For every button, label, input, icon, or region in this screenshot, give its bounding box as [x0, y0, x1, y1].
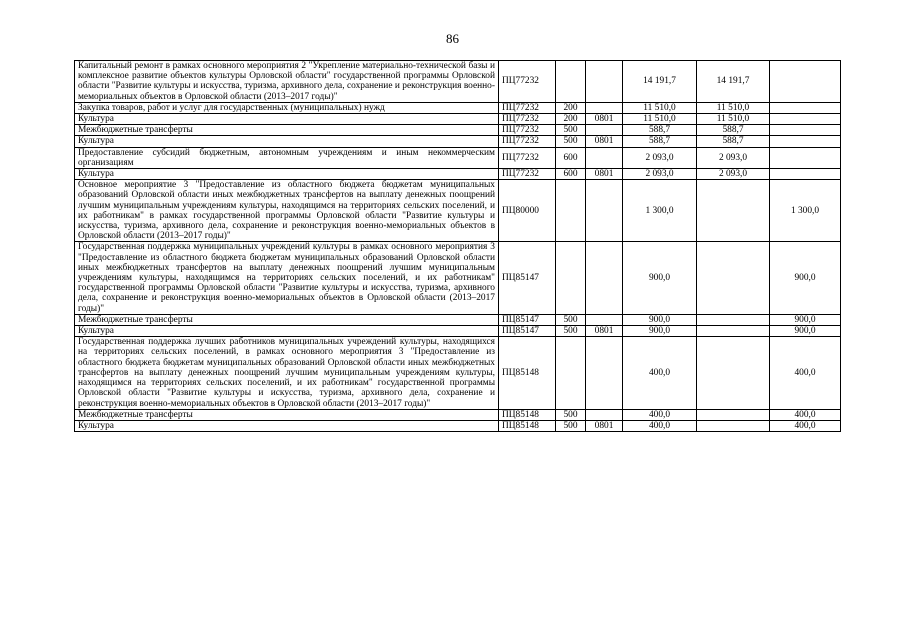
row-description: Культура	[75, 169, 499, 180]
row-expense-type: 500	[556, 326, 586, 337]
row-amount-3	[770, 136, 841, 147]
row-amount-2: 14 191,7	[697, 61, 770, 103]
row-target-code: ПЦ77232	[499, 136, 556, 147]
row-amount-total: 1 300,0	[623, 180, 697, 242]
row-amount-3	[770, 169, 841, 180]
row-amount-3	[770, 147, 841, 168]
row-section-code	[586, 409, 623, 420]
row-description: Межбюджетные трансферты	[75, 409, 499, 420]
row-amount-3	[770, 61, 841, 103]
row-amount-total: 588,7	[623, 125, 697, 136]
row-amount-total: 900,0	[623, 314, 697, 325]
row-target-code: ПЦ77232	[499, 125, 556, 136]
row-section-code: 0801	[586, 326, 623, 337]
row-amount-total: 400,0	[623, 409, 697, 420]
budget-table	[74, 60, 841, 432]
row-amount-2: 11 510,0	[697, 114, 770, 125]
row-amount-total: 2 093,0	[623, 147, 697, 168]
row-expense-type: 500	[556, 136, 586, 147]
row-amount-total: 900,0	[623, 242, 697, 314]
row-amount-3: 900,0	[770, 314, 841, 325]
row-target-code: ПЦ85148	[499, 337, 556, 409]
row-description: Культура	[75, 326, 499, 337]
row-expense-type: 500	[556, 314, 586, 325]
table-row	[75, 169, 841, 180]
row-description: Культура	[75, 136, 499, 147]
table-row	[75, 102, 841, 113]
table-row	[75, 242, 841, 314]
row-target-code: ПЦ77232	[499, 102, 556, 113]
row-amount-total: 400,0	[623, 337, 697, 409]
row-expense-type: 600	[556, 169, 586, 180]
row-section-code	[586, 61, 623, 103]
table-row	[75, 326, 841, 337]
row-amount-2	[697, 337, 770, 409]
row-section-code: 0801	[586, 169, 623, 180]
row-amount-total: 588,7	[623, 136, 697, 147]
row-amount-3: 400,0	[770, 337, 841, 409]
row-amount-total: 900,0	[623, 326, 697, 337]
row-target-code: ПЦ85147	[499, 326, 556, 337]
row-target-code: ПЦ85147	[499, 314, 556, 325]
row-expense-type: 500	[556, 125, 586, 136]
row-amount-2: 2 093,0	[697, 169, 770, 180]
row-expense-type	[556, 242, 586, 314]
row-amount-3: 1 300,0	[770, 180, 841, 242]
row-amount-total: 400,0	[623, 420, 697, 431]
row-section-code	[586, 147, 623, 168]
row-expense-type	[556, 61, 586, 103]
row-section-code: 0801	[586, 136, 623, 147]
row-amount-2	[697, 420, 770, 431]
table-row	[75, 337, 841, 409]
row-target-code: ПЦ80000	[499, 180, 556, 242]
table-row	[75, 409, 841, 420]
row-expense-type: 200	[556, 114, 586, 125]
row-expense-type	[556, 180, 586, 242]
row-amount-2	[697, 326, 770, 337]
row-amount-2: 588,7	[697, 136, 770, 147]
table-row	[75, 136, 841, 147]
row-target-code: ПЦ77232	[499, 61, 556, 103]
row-description: Государственная поддержка муниципальных учреждений культуры в рамках основного мероприятия 3 "Предоставление из областного бюджета бюджетам муниципальных образований Орловской области иных межбюджетных трансфертов на выплату денежных поощрений лучшим муниципальным учреждениям культуры, находящимся на территориях сельских поселений, и их работникам" государственной программы Орловской области "Развитие культуры и искусства, туризма, архивного дела, сохранение и реконструкция военно-мемориальных объектов в Орловской области (2013–2017 годы)"	[75, 242, 499, 314]
row-amount-2	[697, 242, 770, 314]
row-section-code: 0801	[586, 114, 623, 125]
row-expense-type: 500	[556, 409, 586, 420]
row-amount-total: 2 093,0	[623, 169, 697, 180]
table-row	[75, 180, 841, 242]
row-expense-type: 200	[556, 102, 586, 113]
row-amount-2: 11 510,0	[697, 102, 770, 113]
row-description: Межбюджетные трансферты	[75, 314, 499, 325]
row-amount-3: 900,0	[770, 242, 841, 314]
row-section-code	[586, 337, 623, 409]
row-description: Культура	[75, 420, 499, 431]
row-section-code	[586, 102, 623, 113]
table-row	[75, 125, 841, 136]
row-section-code	[586, 125, 623, 136]
row-amount-2	[697, 409, 770, 420]
row-amount-3	[770, 114, 841, 125]
row-section-code	[586, 314, 623, 325]
table-row	[75, 420, 841, 431]
row-amount-2: 2 093,0	[697, 147, 770, 168]
row-target-code: ПЦ77232	[499, 114, 556, 125]
table-body	[75, 61, 841, 432]
table-row	[75, 61, 841, 103]
row-expense-type	[556, 337, 586, 409]
row-description: Предоставление субсидий бюджетным, автономным учреждениям и иным некоммерческим организациям	[75, 147, 499, 168]
row-amount-total: 14 191,7	[623, 61, 697, 103]
row-target-code: ПЦ77232	[499, 169, 556, 180]
row-description: Межбюджетные трансферты	[75, 125, 499, 136]
row-description: Культура	[75, 114, 499, 125]
row-amount-2: 588,7	[697, 125, 770, 136]
row-amount-total: 11 510,0	[623, 102, 697, 113]
row-description: Основное мероприятие 3 "Предоставление из областного бюджета бюджетам муниципальных образований Орловской области иных межбюджетных трансфертов на выплату денежных поощрений лучшим муниципальным учреждениям культуры, находящимся на территориях сельских поселений, и их работникам" в рамках государственной программы Орловской области "Развитие культуры и искусства, туризма, архивного дела, сохранение и реконструкция военно-мемориальных объектов в Орловской области (2013–2017 годы)"	[75, 180, 499, 242]
table-row	[75, 147, 841, 168]
row-amount-3: 400,0	[770, 409, 841, 420]
row-amount-2	[697, 180, 770, 242]
row-description: Капитальный ремонт в рамках основного мероприятия 2 "Укрепление материально-технической базы и комплексное развитие объектов культуры Орловской области" государственной программы Орловской области "Развитие культуры и искусства, туризма, архивного дела, сохранение и реконструкция военно-мемориальных объектов в Орловской области (2013–2017 годы)"	[75, 61, 499, 103]
row-description: Государственная поддержка лучших работников муниципальных учреждений культуры, находящихся на территориях сельских поселений, в рамках основного мероприятия 3 "Предоставление из областного бюджета бюджетам муниципальных образований Орловской области иных межбюджетных трансфертов на выплату денежных поощрений лучшим муниципальным учреждениям культуры, находящимся на территориях сельских поселений, и их работникам" государственной программы Орловской области "Развитие культуры и искусства, туризма, архивного дела, сохранение и реконструкция военно-мемориальных объектов в Орловской области (2013–2017 годы)"	[75, 337, 499, 409]
row-expense-type: 600	[556, 147, 586, 168]
row-target-code: ПЦ77232	[499, 147, 556, 168]
row-target-code: ПЦ85147	[499, 242, 556, 314]
row-amount-2	[697, 314, 770, 325]
table-row	[75, 114, 841, 125]
row-expense-type: 500	[556, 420, 586, 431]
page-number: 86	[446, 31, 459, 46]
row-section-code	[586, 180, 623, 242]
row-section-code	[586, 242, 623, 314]
row-amount-3: 900,0	[770, 326, 841, 337]
row-section-code: 0801	[586, 420, 623, 431]
row-amount-3	[770, 125, 841, 136]
table-row	[75, 314, 841, 325]
row-description: Закупка товаров, работ и услуг для государственных (муниципальных) нужд	[75, 102, 499, 113]
row-target-code: ПЦ85148	[499, 409, 556, 420]
row-amount-3	[770, 102, 841, 113]
row-amount-total: 11 510,0	[623, 114, 697, 125]
row-target-code: ПЦ85148	[499, 420, 556, 431]
row-amount-3: 400,0	[770, 420, 841, 431]
